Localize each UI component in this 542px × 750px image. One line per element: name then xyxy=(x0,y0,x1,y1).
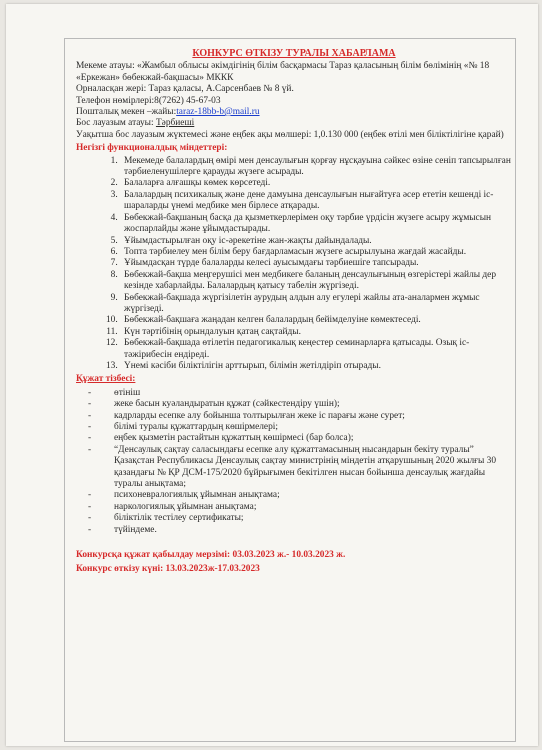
vacancy-label: Бос лауазым атауы: xyxy=(76,118,156,129)
vacancy-value: Тәрбиеші xyxy=(155,118,195,129)
duties-heading: Негізгі функционалдық міндеттері: xyxy=(76,143,228,154)
list-item: 6. Топта тәрбиелеу мен білім беру бағдарламасын жүзеге асырылуына жағдай жасайды. xyxy=(120,247,512,258)
list-item: - біліктілік тестілеу сертификаты; xyxy=(88,513,244,524)
dash-marker: - xyxy=(88,387,92,398)
list-item: 7. Ұйымдасқан түрде балаларды келесі ауысымдағы тәрбиешіге тапсырады. xyxy=(120,258,512,269)
list-item: 11. Күн тәртібінің орындалуын қатаң сақтайды. xyxy=(120,327,512,338)
institution-name: Мекеме атауы: «Жамбыл облысы әкімдігінің білім басқармасы Тараз қаласының білім бөлімінің «№ 18 «Еркежан» бөбекжай-бақшасы» МККК xyxy=(76,61,490,83)
list-item: - түйіндеме. xyxy=(88,524,157,535)
contest-date: Конкурс өткізу күні: 13.03.2023ж-17.03.2023 xyxy=(76,564,260,575)
list-item: 10. Бөбекжай-бақшаға жаңадан келген балалардың бейімделуіне көмектеседі. xyxy=(120,315,512,326)
list-item: 2. Балаларға алғашқы көмек көрсетеді. xyxy=(120,178,512,189)
dash-marker: - xyxy=(88,444,92,455)
list-item: 1. Мекемеде балалардың өмірі мен денсаулығын қорғау нұсқауына сәйкес өзіне сеніп тапсырылған тәрбиеленушілерге қарауды жүзеге асырады. xyxy=(120,156,512,179)
document-title: КОНКУРС ӨТКІЗУ ТУРАЛЫ ХАБАРЛАМА xyxy=(192,48,396,59)
email-link[interactable]: taraz-18bb-b@mail.ru xyxy=(176,107,260,118)
list-item: - психоневралогиялық ұйымнан анықтама; xyxy=(88,490,280,501)
documents-heading: Құжат тізбесі: xyxy=(76,374,136,385)
dash-marker: - xyxy=(88,513,92,524)
list-item: - наркологиялық ұйымнан анықтама; xyxy=(88,501,257,512)
list-item: 9. Бөбекжай-бақшада жүргізілетін аурудың алдын алу егулері жайлы ата-аналармен жұмыс жүргізеді. xyxy=(120,293,512,316)
vacancy-line xyxy=(76,118,512,129)
document-deadline: Конкурсқа құжат қабылдау мерзімі: 03.03.2023 ж.- 10.03.2023 ж. xyxy=(76,550,346,561)
list-item: - жеке басын куәландыратын құжат (сәйкестендіру үшін); xyxy=(88,399,340,410)
list-item: 4. Бөбекжай-бақшаның басқа да қызметкерлерімен оқу тәрбие үрдісін жүзеге асыру жұмысын жоспарлайды және ұйымдастырады. xyxy=(120,213,512,236)
phone-line: Телефон нөмірлері:8(7262) 45-67-03 xyxy=(76,95,221,106)
documents-list xyxy=(76,388,512,536)
list-item: 12. Бөбекжай-бақшада өтілетін педагогикалық кеңестер семинарларға қатысады. Озық іс-тәжірибесін ендіреді. xyxy=(120,338,512,361)
announcement-document xyxy=(76,48,512,576)
list-item: 3. Балалардың психикалық және дене дамуына денсаулығын нығайтуға әсер ететін кешенді іс-шараларды үнемі медбике мен бірлесе атқарады. xyxy=(120,190,512,213)
dash-marker: - xyxy=(88,490,92,501)
dash-marker: - xyxy=(88,501,92,512)
email-label: Пошталық мекен –жайы: xyxy=(76,107,177,118)
dash-marker: - xyxy=(88,433,92,444)
dash-marker: - xyxy=(88,399,92,410)
list-item: 13. Үнемі кәсіби біліктілігін арттырып, білімін жетілдіріп отырады. xyxy=(120,361,512,372)
duties-list xyxy=(76,156,512,373)
dash-marker: - xyxy=(88,410,92,421)
list-item: - өтініш xyxy=(88,387,141,398)
list-item: - білімі туралы құжаттардың көшірмелері; xyxy=(88,422,278,432)
address-line: Орналасқан жері: Тараз қаласы, А.Сарсенбаев № 8 үй. xyxy=(76,84,294,95)
list-item: 8. Бөбекжай-бақша меңгерушісі мен медбикеге баланың денсаулығының өзгерістері жайлы дер кезінде хабарлайды. Балалардың қатысу табелін жүргізеді. xyxy=(120,270,512,293)
list-item: - кадрларды есепке алу бойынша толтырылған жеке іс парағы және сурет; xyxy=(88,410,405,421)
salary-line: Уақытша бос лауазым жүктемесі және еңбек ақы мөлшері: 1,0.130 000 (еңбек өтілі мен біліктілігіне қарай) xyxy=(76,129,504,140)
list-item: 5. Ұйымдастырылған оқу іс-әрекетіне жан-жақты дайындалады. xyxy=(120,236,512,247)
dash-marker: - xyxy=(88,422,92,432)
email-line xyxy=(76,107,512,118)
list-item: - еңбек қызметін растайтын құжаттың көшірмесі (бар болса); xyxy=(88,433,354,444)
list-item: - “Денсаулық сақтау саласындағы есепке алу құжаттамасының нысандарын бекіту туралы” Қазақстан Республикасы Денсаулық сақтау министрінің міндетін атқарушының 2020 жылғы 30 қазандағы № ҚР ДСМ-175/2020 бұйрығымен бекітілген нысан бойынша денсаулық жағдайы туралы анықтама; xyxy=(88,444,497,490)
dash-marker: - xyxy=(88,524,92,535)
